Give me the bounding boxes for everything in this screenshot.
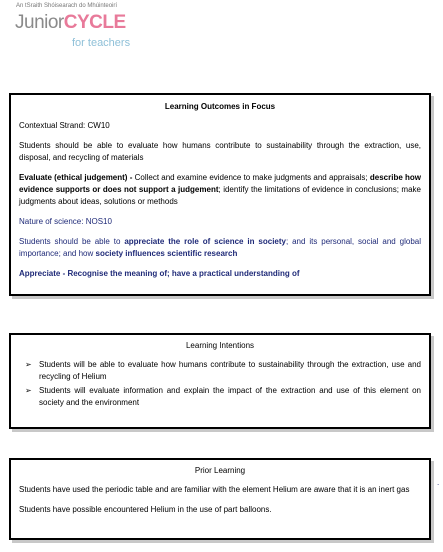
evaluate-text-1: Collect and examine evidence to make judgments and appraisals; [132, 173, 370, 182]
appreciate-definition: Appreciate - Recognise the meaning of; have a practical understanding of [19, 269, 300, 278]
list-item [19, 385, 421, 409]
prior-learning-para-1: Students have used the periodic table and are familiar with the element Helium are aware that it is an inert gas [19, 485, 410, 494]
nos-bold-1: appreciate the role of science in society [124, 237, 286, 246]
arrow-bullet-icon: ➢ [25, 360, 32, 369]
arrow-bullet-icon: ➢ [25, 386, 32, 395]
evaluate-definition [19, 172, 421, 208]
learning-outcomes-title: Learning Outcomes in Focus [164, 102, 276, 111]
nature-of-science: Nature of science: NOS10 [19, 217, 112, 226]
evaluate-bold-text: describe how evidence supports or does not support a judgement [19, 173, 422, 194]
evaluate-label: Evaluate (ethical judgement) - [19, 173, 133, 182]
intentions-list [19, 359, 421, 409]
nos-text-2: ; and its personal, social and global importance; and how [19, 237, 421, 258]
nos-statement [19, 236, 421, 260]
prior-learning-box [9, 458, 431, 540]
learning-intentions-box [9, 333, 431, 429]
list-item-text: Students will be able to evaluate how humans contribute to sustainability through the extraction, use and recycling of Helium [39, 360, 421, 381]
prior-learning-para-2: Students have possible encountered Helium in the use of part balloons. [19, 505, 272, 514]
outcome-statement: Students should be able to evaluate how humans contribute to sustainability through the extraction, use, disposal, and recycling of materials [19, 141, 421, 162]
logo-tagline: An tSraith Shóisearach do Mhúinteoirí [16, 3, 118, 9]
nos-text-1: Students should be able to [19, 237, 125, 246]
prior-learning-title: Prior Learning [194, 466, 246, 475]
contextual-strand: Contextual Strand: CW10 [19, 121, 110, 130]
nos-bold-2: society influences scientific research [95, 249, 238, 258]
logo-word-junior: Junior [15, 12, 64, 33]
junior-cycle-logo [15, 12, 126, 34]
logo-subtitle: for teachers [72, 37, 131, 49]
logo-word-cycle: CYCLE [63, 12, 126, 33]
learning-outcomes-box [9, 93, 431, 296]
list-item-text: Students will evaluate information and explain the impact of the extraction and use of this element on society and the environment [39, 386, 421, 407]
stray-dot: . [437, 478, 440, 487]
list-item [19, 359, 421, 383]
evaluate-text-2: ; identify the limitations of evidence in conclusions; make judgments about ideas, solutions or methods [19, 185, 421, 206]
learning-intentions-title: Learning Intentions [185, 341, 255, 350]
